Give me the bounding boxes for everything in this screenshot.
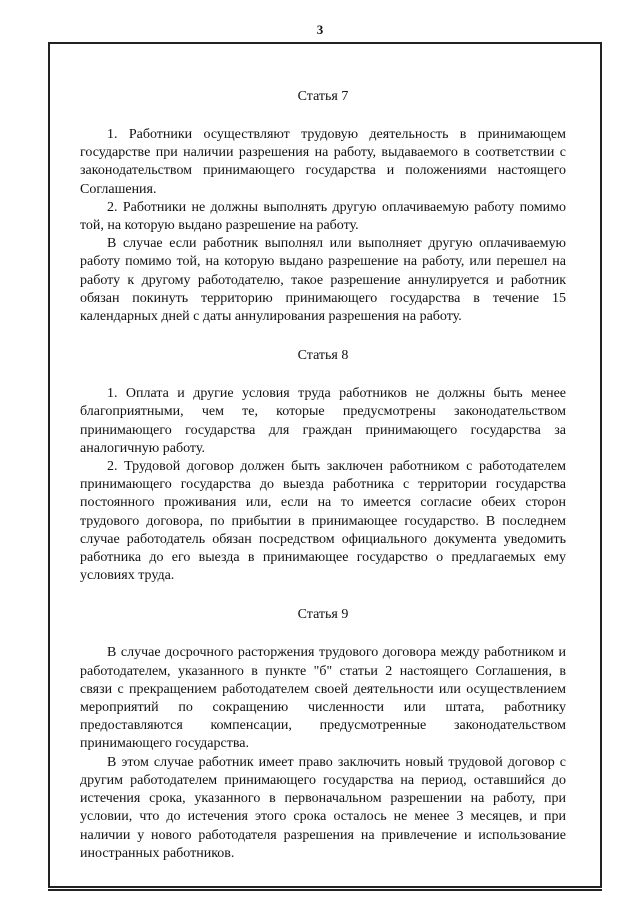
page-number: 3 <box>316 22 324 37</box>
article-title: Статья 8 <box>297 348 349 364</box>
article-paragraph: 2. Трудовой договор должен быть заключен работником с работодателем принимающего государства до выезда работника с территории государства постоянного проживания или, если на то имеется согласие обеих сторон трудового договора, по прибытии в принимающее государство. В последнем случае работодатель обязан посредством официального документа уведомить работника до его выезда в принимающее государство о предлагаемых ему условиях труда. <box>80 459 566 584</box>
article-7 <box>80 88 566 326</box>
article-8 <box>80 347 566 585</box>
article-paragraph: В случае если работник выполнял или выполняет другую оплачиваемую работу помимо той, на которую выдано разрешение на работу, или перешел на работу к другому работодателю, такое разрешение аннулируется и работник обязан покинуть территорию принимающего государства в течение 15 календарных дней с даты аннулирования разрешения на работу. <box>80 236 566 325</box>
article-paragraph: 1. Работники осуществляют трудовую деятельность в принимающем государстве при наличии разрешения на работу, выдаваемого в соответствии с законодательством принимающего государства и положениями настоящего Соглашения. <box>80 127 566 197</box>
article-paragraph: 1. Оплата и другие условия труда работников не должны быть менее благоприятными, чем те, которые предусмотрены законодательством принимающего государства для граждан принимающего государства за аналогичную работу. <box>80 386 566 456</box>
article-9 <box>80 606 566 862</box>
article-paragraph: В случае досрочного расторжения трудового договора между работником и работодателем, указанного в пункте "б" статьи 2 настоящего Соглашения, в связи с прекращением работодателем своей деятельности или осуществлением мероприятий по сокращению численности или штата, работнику предоставляются компенсации, предусмотренные законодательством принимающего государства. <box>80 645 566 752</box>
article-paragraph: В этом случае работник имеет право заключить новый трудовой договор с другим работодателем принимающего государства на период, оставшийся до истечения срока, указанного в первоначальном разрешении на работу, при условии, что до истечения этого срока осталось не менее 3 месяцев, и при наличии у нового работодателя разрешения на привлечение и использование иностранных работников. <box>80 754 566 861</box>
article-title: Статья 9 <box>297 607 349 623</box>
article-paragraph: 2. Работники не должны выполнять другую оплачиваемую работу помимо той, на которую выдано разрешение на работу. <box>80 199 566 234</box>
article-title: Статья 7 <box>297 89 349 104</box>
document-body <box>80 88 566 863</box>
